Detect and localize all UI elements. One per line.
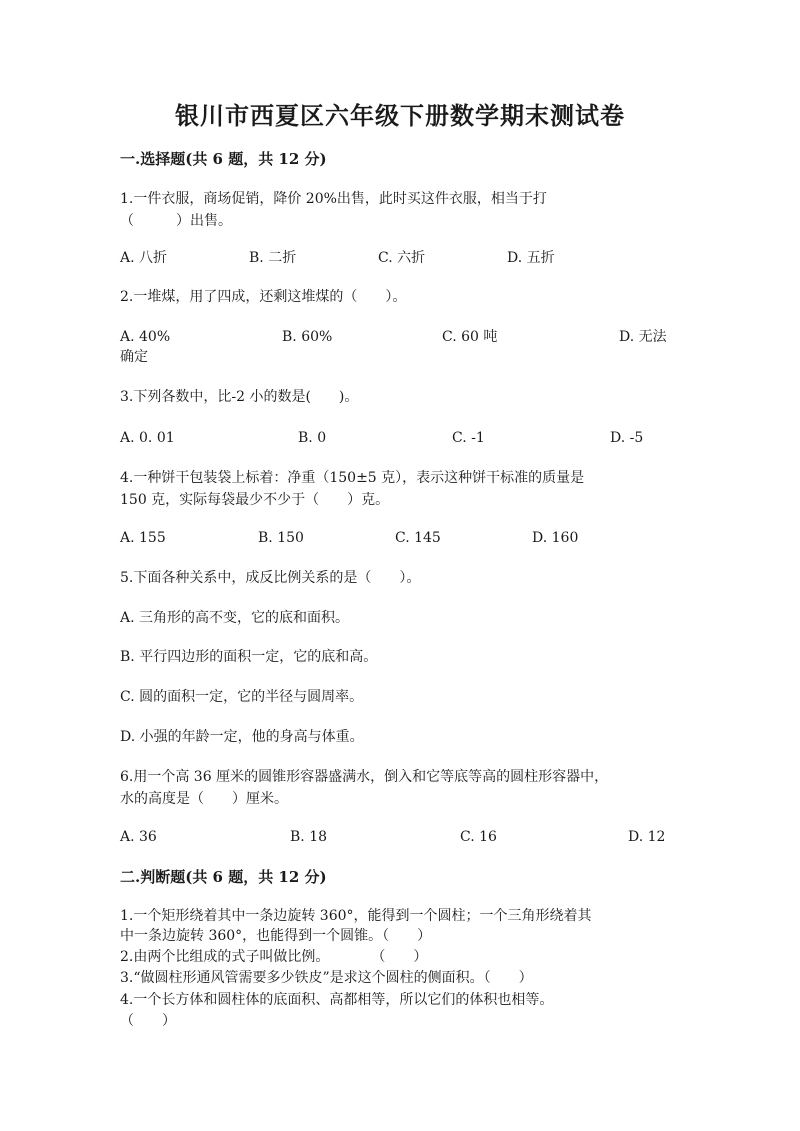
option-c: C. 60 吨 [442, 329, 498, 345]
question-4 [120, 467, 680, 511]
question-text: 150 克，实际每袋最少不少于（ ）克。 [120, 492, 390, 508]
option-b: B. 150 [258, 530, 304, 546]
tf-line: 3.“做圆柱形通风管需要多少铁皮”是求这个圆柱的侧面积。（ ） [120, 970, 533, 986]
option-c: C. 145 [395, 530, 441, 546]
tf-line: 2.由两个比组成的式子叫做比例。 （ ） [120, 949, 428, 965]
option-c: C. 圆的面积一定，它的半径与圆周率。 [120, 689, 364, 705]
question-text: 水的高度是（ ）厘米。 [120, 791, 288, 807]
option-d: D. 小强的年龄一定，他的身高与体重。 [120, 729, 364, 745]
option-c: C. 六折 [378, 250, 426, 266]
option-b: B. 平行四边形的面积一定，它的底和高。 [120, 649, 378, 665]
option-d: D. 五折 [507, 250, 555, 266]
tf-line: 中一条边旋转 360°，也能得到一个圆锥。（ ） [120, 928, 432, 944]
tf-line: 1.一个矩形绕着其中一条边旋转 360°，能得到一个圆柱；一个三角形绕着其 [120, 908, 592, 924]
option-d: D. 无法 [619, 329, 667, 345]
option-d: D. -5 [610, 430, 644, 446]
page-title: 银川市西夏区六年级下册数学期末测试卷 [175, 101, 625, 130]
option-a: A. 八折 [120, 250, 168, 266]
question-2: 2.一堆煤，用了四成，还剩这堆煤的（ ）。 [120, 289, 407, 305]
option-d: D. 12 [628, 829, 666, 845]
section-heading-choice: 一.选择题(共 6 题，共 12 分) [120, 150, 327, 168]
option-a: A. 40% [120, 329, 171, 345]
option-b: B. 二折 [249, 250, 297, 266]
option-b: B. 60% [282, 329, 333, 345]
tf-line: （ ） [120, 1013, 176, 1029]
question-text: （ ）出售。 [120, 213, 232, 229]
option-d: D. 160 [532, 530, 579, 546]
section-heading-true-false: 二.判断题(共 6 题，共 12 分) [120, 868, 327, 886]
question-text: 4.一种饼干包装袋上标着：净重（150±5 克），表示这种饼干标准的质量是 [120, 470, 585, 486]
option-a: A. 三角形的高不变，它的底和面积。 [120, 610, 350, 626]
question-6 [120, 766, 680, 810]
option-a: A. 155 [120, 530, 166, 546]
tf-line: 4.一个长方体和圆柱体的底面积、高都相等，所以它们的体积也相等。 [120, 992, 554, 1008]
option-a: A. 0. 01 [120, 430, 175, 446]
option-d-wrap: 确定 [120, 349, 148, 365]
question-1 [120, 188, 680, 232]
option-b: B. 18 [290, 829, 328, 845]
question-text: 6.用一个高 36 厘米的圆锥形容器盛满水，倒入和它等底等高的圆柱形容器中， [120, 769, 609, 785]
question-text: 1.一件衣服，商场促销，降价 20%出售，此时买这件衣服，相当于打 [120, 191, 547, 207]
question-5: 5.下面各种关系中，成反比例关系的是（ ）。 [120, 570, 421, 586]
option-a: A. 36 [120, 829, 157, 845]
option-c: C. 16 [460, 829, 497, 845]
option-c: C. -1 [452, 430, 485, 446]
option-b: B. 0 [298, 430, 327, 446]
question-3: 3.下列各数中，比-2 小的数是( )。 [120, 389, 359, 405]
